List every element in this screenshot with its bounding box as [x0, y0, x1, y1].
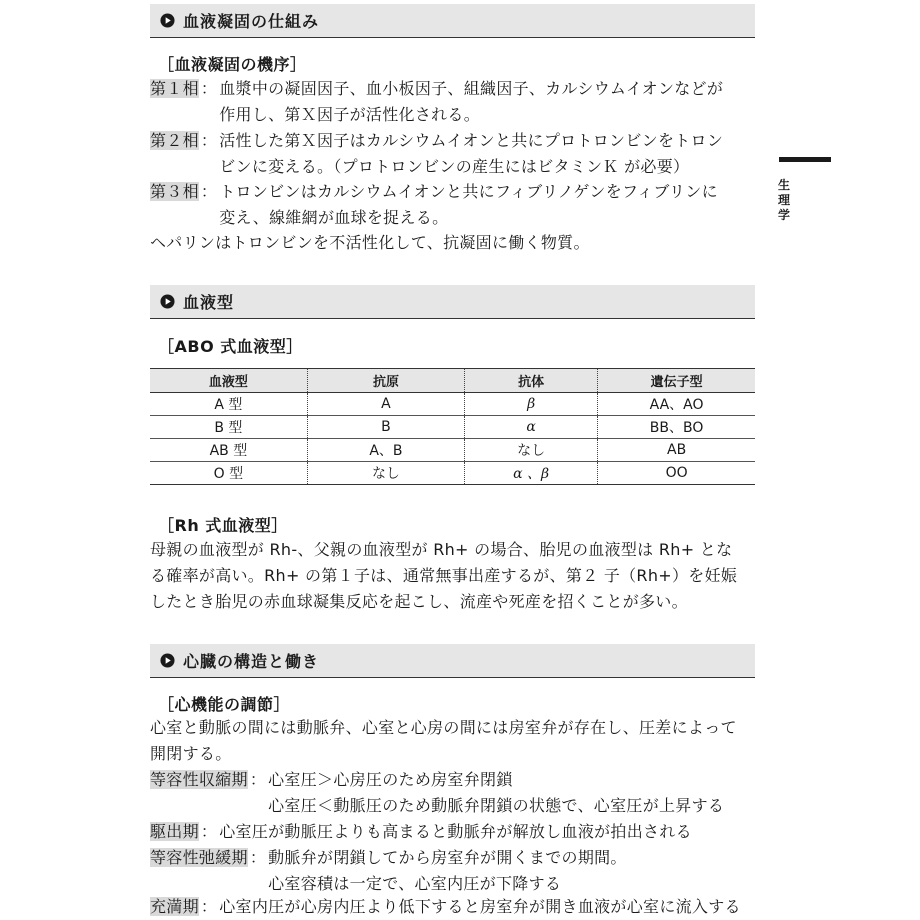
heparin-note: ヘパリンはトロンビンを不活性化して、抗凝固に働く物質。: [150, 233, 590, 252]
table-cell: OO: [598, 462, 755, 485]
column-header: 抗体: [465, 369, 598, 393]
section-title: 血液凝固の仕組み: [183, 12, 320, 31]
play-circle-icon: [160, 653, 175, 668]
table-cell: なし: [465, 439, 598, 462]
phase-term: 充満期: [150, 897, 199, 916]
coagulation-phase-1: 第１相 ： 血漿中の凝固因子、血小板因子、組織因子、カルシウムイオンなどが 作用し、第Ｘ因子が活性化される。: [150, 76, 760, 128]
column-header: 血液型: [208, 375, 248, 390]
table-cell: なし: [307, 462, 464, 485]
heart-intro: [150, 715, 760, 767]
phase-desc-line: 活性した第Ｘ因子はカルシウムイオンと共にプロトロンビンをトロン: [219, 131, 724, 150]
table-cell: AA、AO: [598, 393, 755, 416]
play-circle-icon: [160, 294, 175, 309]
table-cell: B 型: [214, 420, 243, 436]
table-cell: β: [465, 393, 598, 416]
table-cell: AB: [598, 439, 755, 462]
table-cell: AB 型: [209, 443, 248, 459]
table-cell: α 、β: [465, 462, 598, 485]
table-cell: O 型: [213, 466, 244, 482]
coagulation-phase-2: 第２相 ： 活性した第Ｘ因子はカルシウムイオンと共にプロトロンビンをトロン ビンに変える。（プロトロンビンの産生にはビタミンＫ が必要）: [150, 128, 760, 180]
paragraph-line: 母親の血液型が Rh-、父親の血液型が Rh+ の場合、胎児の血液型は Rh+ とな: [150, 540, 733, 559]
abo-blood-type-table: [150, 368, 755, 485]
cardiac-phase-isovolumic-relaxation: 等容性弛緩期 ： 動脈弁が閉鎖してから房室弁が開くまでの期間。 心室容積は一定で、心室内圧が下降する: [150, 845, 760, 897]
phase-term: 第１相: [150, 79, 199, 98]
phase-term: 第３相: [150, 182, 199, 201]
phase-desc-line: 変え、線維網が血球を捉える。: [219, 208, 449, 227]
phase-desc-line: 血漿中の凝固因子、血小板因子、組織因子、カルシウムイオンなどが: [219, 79, 724, 98]
rh-paragraph: [150, 537, 760, 615]
table-cell: A 型: [214, 397, 243, 413]
phase-desc-line: 作用し、第Ｘ因子が活性化される。: [219, 105, 481, 124]
table-row: [150, 393, 755, 416]
table-row: [150, 462, 755, 485]
table-cell: α: [465, 416, 598, 439]
section-header-heart: [150, 644, 755, 678]
phase-desc-line: 心室容積は一定で、心室内圧が下降する: [268, 874, 562, 893]
phase-desc-line: 心室圧が動脈圧よりも高まると動脈弁が解放し血液が拍出される: [219, 822, 692, 841]
column-header: 抗原: [307, 369, 464, 393]
phase-term: 等容性弛緩期: [150, 848, 248, 867]
table-cell: A: [307, 393, 464, 416]
phase-desc-line: 心室圧＜動脈圧のため動脈弁閉鎖の状態で、心室圧が上昇する: [268, 796, 725, 815]
cardiac-phase-filling: 充満期 ： 心室内圧が心房内圧より低下すると房室弁が開き血液が心室に流入する: [150, 894, 760, 920]
phase-term: 等容性収縮期: [150, 770, 248, 789]
paragraph-line: る確率が高い。Rh+ の第１子は、通常無事出産するが、第２ 子（Rh+）を妊娠: [150, 566, 738, 585]
section-header-blood-type: [150, 285, 755, 319]
cardiac-phase-isovolumic-contraction: 等容性収縮期 ： 心室圧＞心房圧のため房室弁閉鎖 心室圧＜動脈圧のため動脈弁閉鎖の状態で、心室圧が上昇する: [150, 767, 760, 819]
side-tab-bar: [779, 157, 831, 162]
subhead-cardiac-regulation: ［心機能の調節］: [158, 695, 291, 714]
table-cell: BB、BO: [598, 416, 755, 439]
side-tab-char: 理: [777, 193, 790, 207]
phase-term: 第２相: [150, 131, 199, 150]
phase-desc-line: 心室圧＞心房圧のため房室弁閉鎖: [268, 770, 513, 789]
subhead-rh: ［Rh 式血液型］: [158, 516, 288, 535]
side-tab-char: 学: [777, 208, 790, 222]
section-title: 血液型: [183, 293, 235, 312]
table-row: [150, 416, 755, 439]
table-header-row: [150, 369, 755, 393]
paragraph-line: したとき胎児の赤血球凝集反応を起こし、流産や死産を招くことが多い。: [150, 592, 688, 611]
phase-desc-line: トロンビンはカルシウムイオンと共にフィブリノゲンをフィブリンに: [219, 182, 718, 201]
coagulation-phase-3: 第３相 ： トロンビンはカルシウムイオンと共にフィブリノゲンをフィブリンに 変え、線維網が血球を捉える。: [150, 179, 760, 231]
paragraph-line: 心室と動脈の間には動脈弁、心室と心房の間には房室弁が存在し、圧差によって: [150, 718, 737, 737]
phase-desc-line: 動脈弁が閉鎖してから房室弁が開くまでの期間。: [268, 848, 627, 867]
table-cell: B: [307, 416, 464, 439]
section-header-coagulation: [150, 4, 755, 38]
play-circle-icon: [160, 13, 175, 28]
cardiac-phase-ejection: 駆出期 ： 心室圧が動脈圧よりも高まると動脈弁が解放し血液が拍出される: [150, 819, 760, 845]
phase-term: 駆出期: [150, 822, 199, 841]
section-title: 心臓の構造と働き: [183, 652, 320, 671]
subhead-coagulation-mechanism: ［血液凝固の機序］: [158, 55, 307, 74]
subhead-abo: ［ABO 式血液型］: [158, 337, 303, 356]
side-tab-label: [777, 178, 791, 223]
column-header: 遺伝子型: [598, 369, 755, 393]
table-cell: A、B: [307, 439, 464, 462]
table-row: [150, 439, 755, 462]
phase-desc-line: ビンに変える。（プロトロンビンの産生にはビタミンＫ が必要）: [219, 157, 690, 176]
side-tab-char: 生: [777, 178, 790, 192]
paragraph-line: 開閉する。: [150, 744, 232, 763]
phase-desc-line: 心室内圧が心房内圧より低下すると房室弁が開き血液が心室に流入する: [219, 897, 741, 916]
